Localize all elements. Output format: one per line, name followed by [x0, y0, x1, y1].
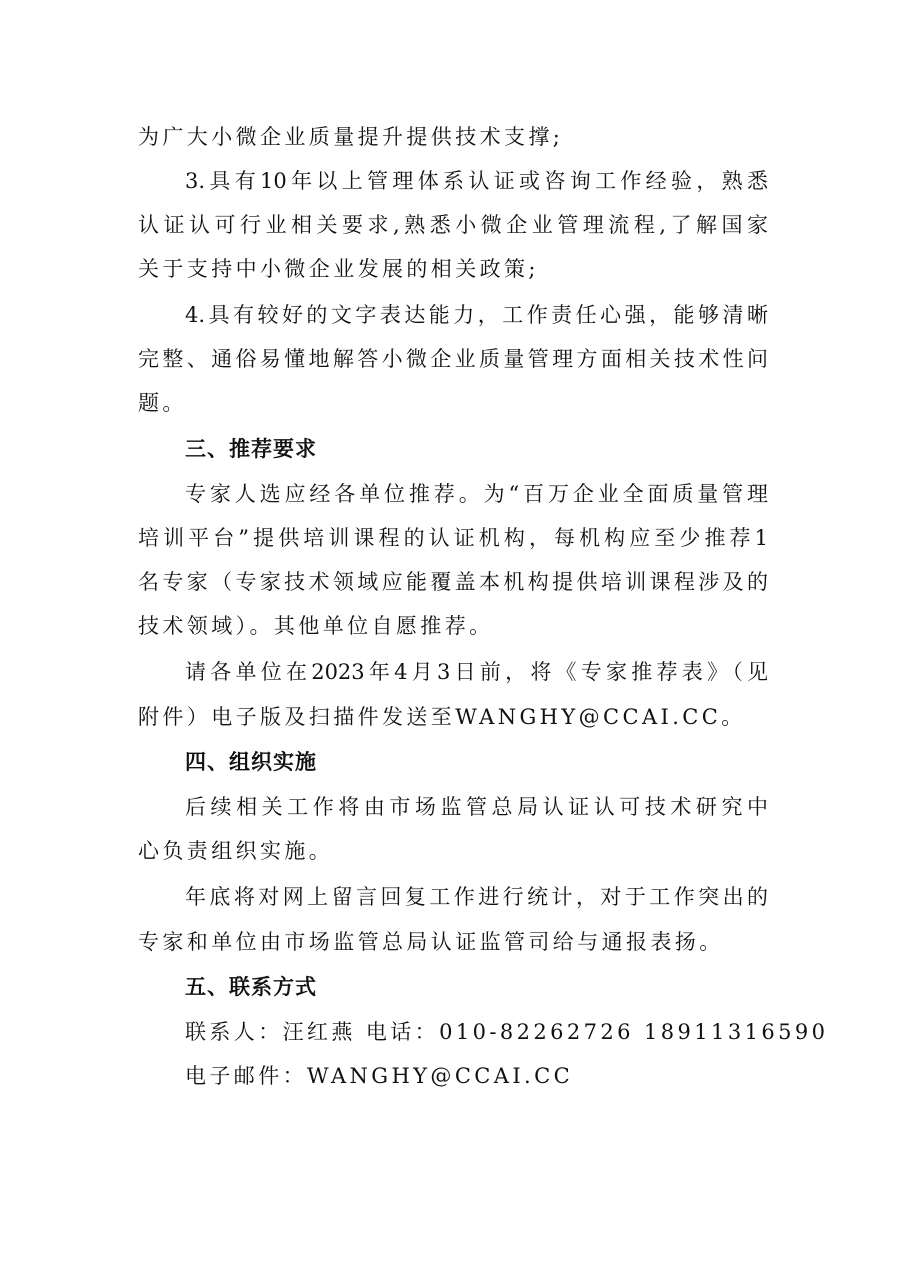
para-line: 名专家（专家技术领域应能覆盖本机构提供培训课程涉及的: [138, 570, 768, 594]
para-line: 完整、通俗易懂地解答小微企业质量管理方面相关技术性问: [138, 347, 768, 371]
para-line: 技术领域）。其他单位自愿推荐。: [138, 614, 494, 638]
section-heading-implementation: 四、组织实施: [185, 750, 317, 774]
para-line: 心负责组织实施。: [138, 839, 334, 863]
para-line-item-4: 4.具有较好的文字表达能力，工作责任心强，能够清晰: [185, 303, 768, 327]
para-line: 关于支持中小微企业发展的相关政策;: [138, 257, 539, 281]
para-line: 后续相关工作将由市场监管总局认证认可技术研究中: [185, 795, 768, 819]
para-line: 培训平台”提供培训课程的认证机构，每机构应至少推荐1: [138, 526, 768, 550]
para-line: 年底将对网上留言回复工作进行统计，对于工作突出的: [185, 885, 768, 909]
section-heading-contact: 五、联系方式: [185, 975, 317, 999]
para-line-deadline: 请各单位在2023年4月3日前，将《专家推荐表》（见: [185, 660, 768, 684]
para-line-submission-email: 附件）电子版及扫描件发送至WANGHY@CCAI.CC。: [138, 705, 746, 729]
contact-email: 电子邮件：WANGHY@CCAI.CC: [185, 1064, 574, 1088]
para-line: 为广大小微企业质量提升提供技术支撑;: [138, 125, 564, 149]
para-line: 专家人选应经各单位推荐。为“百万企业全面质量管理: [185, 482, 768, 506]
section-heading-recommendation: 三、推荐要求: [185, 437, 317, 461]
para-line: 题。: [138, 391, 187, 415]
contact-person-phone: 联系人：汪红燕 电话：010-82262726 18911316590: [185, 1020, 829, 1044]
para-line: 专家和单位由市场监管总局认证监管司给与通报表扬。: [138, 930, 724, 954]
para-line: 认证认可行业相关要求,熟悉小微企业管理流程,了解国家: [138, 213, 768, 237]
para-line-item-3: 3.具有10年以上管理体系认证或咨询工作经验，熟悉: [185, 169, 768, 193]
